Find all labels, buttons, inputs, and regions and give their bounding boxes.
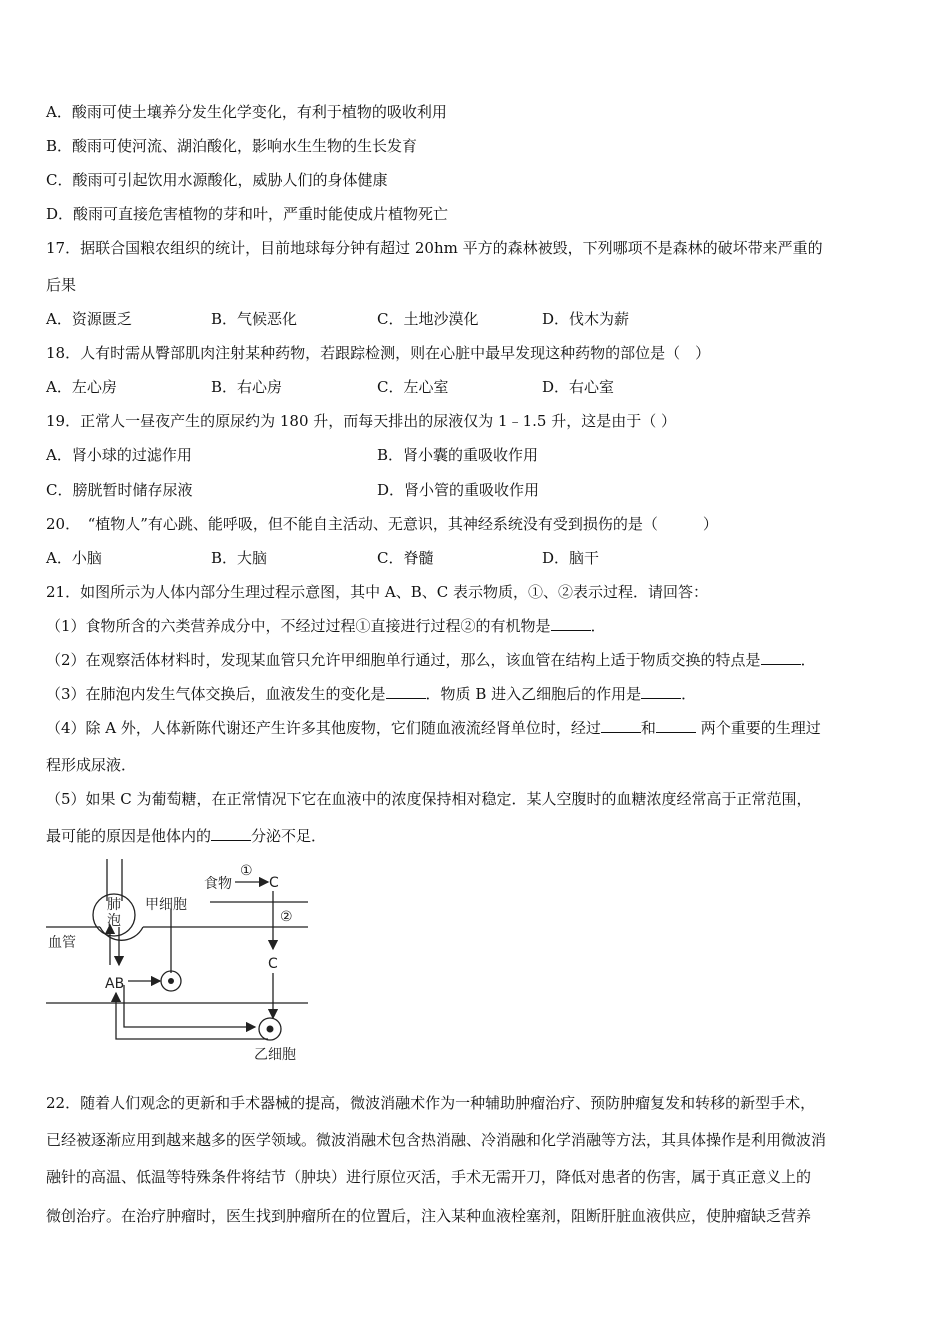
answer-blank[interactable] (211, 826, 251, 841)
q21-part4-end: 两个重要的生理过 (695, 719, 821, 737)
vessel-label: 血管 (48, 935, 76, 951)
q19-stem: 19．正常人一昼夜产生的原尿约为 180 升，而每天排出的尿液仅为 1﹣1.5 升，这是由于（ ） (46, 412, 676, 430)
q20-option-d: D．脑干 (542, 549, 600, 567)
physiology-diagram (40, 855, 320, 1065)
q20-option-b: B．大脑 (211, 549, 268, 567)
q22-line-2: 已经被逐渐应用到越来越多的医学领域。微波消融术包含热消融、冷消融和化学消融等方法，其具体操作是利用微波消 (46, 1131, 827, 1149)
q18-option-c: C．左心室 (377, 378, 449, 396)
q21-part1-end: ． (590, 617, 606, 635)
q16-option-d: D．酸雨可直接危害植物的芽和叶，严重时能使成片植物死亡 (46, 205, 449, 223)
q18-option-d: D．右心室 (542, 378, 615, 396)
q21-part5-end: 分泌不足． (251, 827, 327, 845)
q21-part5-text: 最可能的原因是他体内的 (46, 827, 212, 845)
q21-part3-end: ． (681, 685, 697, 703)
ab-label: AB (105, 976, 125, 992)
q17-option-d: D．伐木为薪 (542, 310, 630, 328)
c-top-label: C (269, 875, 279, 891)
q21-part4 (46, 718, 821, 738)
q19-option-d: D．肾小管的重吸收作用 (377, 481, 540, 499)
q17-option-b: B．气候恶化 (211, 310, 298, 328)
answer-blank[interactable] (386, 684, 426, 699)
q21-part4-text: （4）除 A 外，人体新陈代谢还产生许多其他废物，它们随血液流经肾单位时，经过 (46, 719, 601, 737)
yi-cell-label: 乙细胞 (254, 1047, 296, 1063)
capillary-around-alveolus (100, 927, 143, 940)
q21-part1-text: （1）食物所含的六类营养成分中，不经过过程①直接进行过程②的有机物是 (46, 617, 551, 635)
q16-option-a: A．酸雨可使土壤养分发生化学变化，有利于植物的吸收利用 (46, 103, 447, 121)
answer-blank[interactable] (656, 718, 696, 733)
q17-option-c: C．土地沙漠化 (377, 310, 479, 328)
q20-option-a: A．小脑 (46, 549, 102, 567)
jia-cell-label: 甲细胞 (145, 897, 187, 913)
q21-part3-mid: ．物质 B 进入乙细胞后的作用是 (425, 685, 642, 703)
q19-option-a: A．肾小球的过滤作用 (46, 446, 192, 464)
q21-part3-text: （3）在肺泡内发生气体交换后，血液发生的变化是 (46, 685, 386, 703)
q21-part2-end: ． (800, 651, 816, 669)
process-1-label: ① (240, 863, 253, 879)
q22-line-4: 微创治疗。在治疗肿瘤时，医生找到肿瘤所在的位置后，注入某种血液栓塞剂，阻断肝脏血液供应，使肿瘤缺乏营养 (46, 1207, 812, 1225)
q16-option-c: C．酸雨可引起饮用水源酸化，威胁人们的身体健康 (46, 171, 388, 189)
q19-option-c: C．膀胱暂时储存尿液 (46, 481, 193, 499)
c-mid-label: C (268, 956, 278, 972)
answer-blank[interactable] (761, 650, 801, 665)
q21-part4-and: 和 (640, 719, 656, 737)
q22-line-1: 22．随着人们观念的更新和手术器械的提高，微波消融术作为一种辅助肿瘤治疗、预防肿瘤复发和转移的新型手术， (46, 1094, 816, 1112)
q22-line-3: 融针的高温、低温等特殊条件将结节（肿块）进行原位灭活，手术无需开刀，降低对患者的伤害，属于真正意义上的 (46, 1168, 812, 1186)
arrow-yi-to-blood (116, 993, 268, 1039)
q20-stem: 20． “植物人”有心跳、能呼吸，但不能自主活动、无意识，其神经系统没有受到损伤的是（ ） (46, 515, 718, 533)
q21-part5: （5）如果 C 为葡萄糖，在正常情况下它在血液中的浓度保持相对稳定．某人空腹时的血糖浓度经常高于正常范围， (46, 790, 812, 808)
q17-option-a: A．资源匮乏 (46, 310, 132, 328)
q21-part4-cont: 程形成尿液． (46, 756, 137, 774)
food-label: 食物 (204, 876, 232, 892)
q17-stem: 17．据联合国粮农组织的统计，目前地球每分钟有超过 20hm 平方的森林被毁，下列哪项不是森林的破坏带来严重的 (46, 239, 823, 257)
q20-option-c: C．脊髓 (377, 549, 434, 567)
arrow-ab-to-yi (124, 985, 255, 1027)
jia-cell-nucleus (168, 978, 174, 984)
alveolus-label-1: 肺 (107, 897, 121, 913)
q17-stem-cont: 后果 (46, 276, 77, 294)
yi-cell-nucleus (267, 1026, 274, 1033)
q16-option-b: B．酸雨可使河流、湖泊酸化，影响水生生物的生长发育 (46, 137, 418, 155)
q21-part3 (46, 684, 696, 704)
q18-option-a: A．左心房 (46, 378, 117, 396)
q21-part2-text: （2）在观察活体材料时，发现某血管只允许甲细胞单行通过，那么，该血管在结构上适于物质交换的特点是 (46, 651, 761, 669)
q21-stem: 21．如图所示为人体内部分生理过程示意图，其中 A、B、C 表示物质，①、②表示过程．请回答： (46, 583, 708, 601)
q18-stem: 18．人有时需从臀部肌肉注射某种药物，若跟踪检测，则在心脏中最早发现这种药物的部位是（ ） (46, 344, 711, 362)
q18-option-b: B．右心房 (211, 378, 283, 396)
q21-part1 (46, 616, 606, 636)
process-2-label: ② (280, 909, 293, 925)
answer-blank[interactable] (601, 718, 641, 733)
q19-option-b: B．肾小囊的重吸收作用 (377, 446, 539, 464)
q21-part5-cont (46, 826, 326, 846)
q21-part2 (46, 650, 816, 670)
answer-blank[interactable] (551, 616, 591, 631)
alveolus-label-2: 泡 (107, 913, 121, 929)
answer-blank[interactable] (641, 684, 681, 699)
